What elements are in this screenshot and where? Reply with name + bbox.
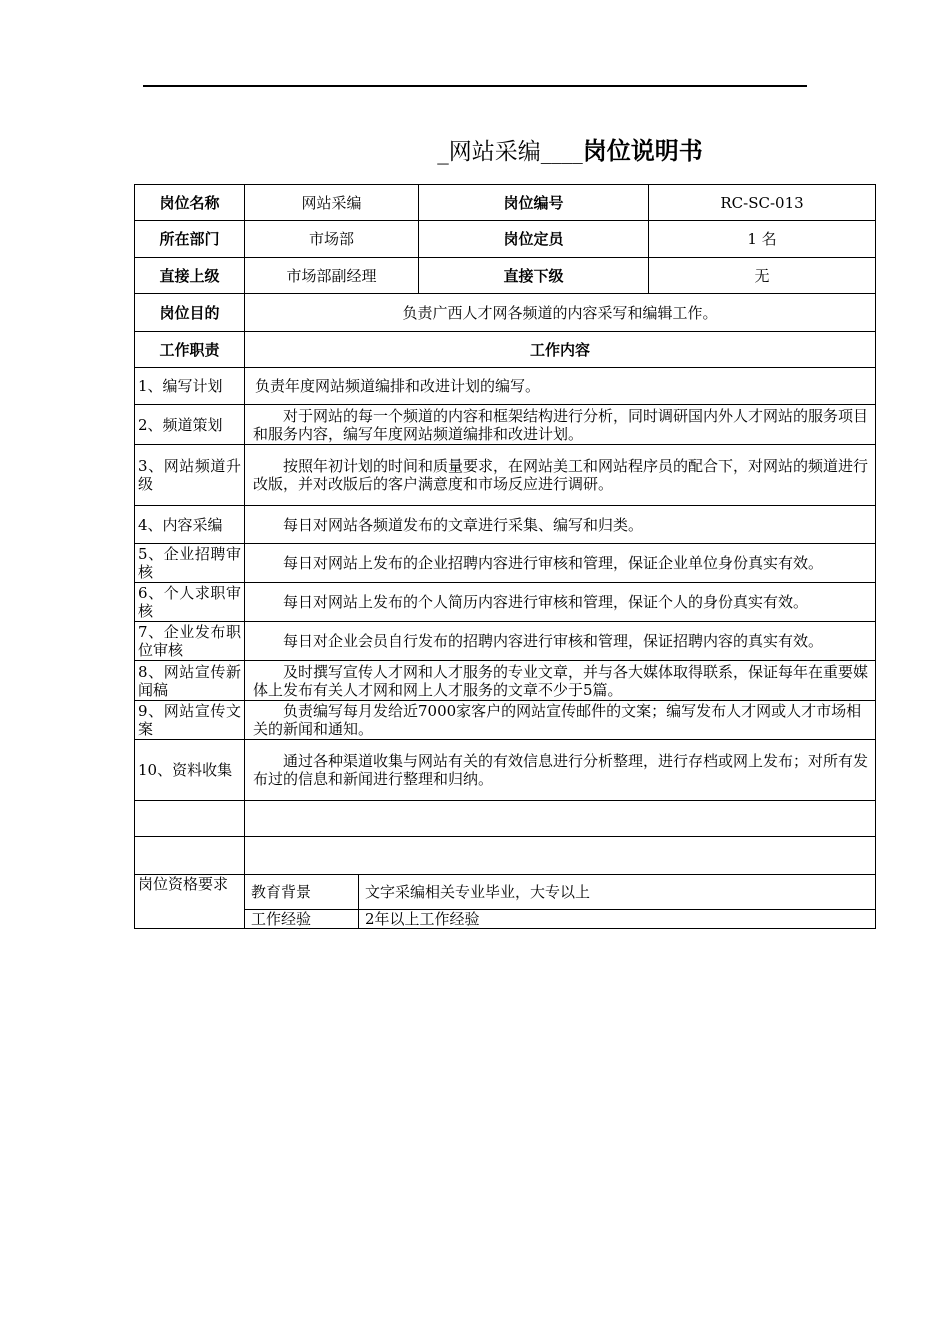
table-row bbox=[135, 544, 876, 583]
qualification-label: 岗位资格要求 bbox=[135, 875, 245, 929]
content-cell: 负责编写每月发给近7000家客户的网站宣传邮件的文案；编写发布人才网或人才市场相关的新闻和通知。 bbox=[245, 701, 876, 740]
table-row bbox=[135, 583, 876, 622]
content-header: 工作内容 bbox=[245, 332, 876, 368]
qualification-name: 教育背景 bbox=[245, 875, 359, 910]
empty-cell bbox=[245, 837, 876, 875]
qualification-name: 工作经验 bbox=[245, 910, 359, 929]
table-row bbox=[135, 258, 876, 294]
title-suffix: 岗位说明书 bbox=[582, 137, 703, 165]
content-cell: 每日对网站各频道发布的文章进行采集、编写和归类。 bbox=[245, 506, 876, 544]
header-rule bbox=[143, 85, 807, 87]
content-cell: 按照年初计划的时间和质量要求，在网站美工和网站程序员的配合下，对网站的频道进行改版，并对改版后的客户满意度和市场反应进行调研。 bbox=[245, 445, 876, 506]
duty-cell: 10、资料收集 bbox=[135, 740, 245, 801]
empty-cell bbox=[135, 801, 245, 837]
duty-cell: 1、编写计划 bbox=[135, 368, 245, 405]
title-blank: ____ bbox=[540, 140, 583, 164]
job-description-table bbox=[134, 184, 876, 929]
table-row bbox=[135, 801, 876, 837]
superior-label: 直接上级 bbox=[135, 258, 245, 294]
duty-cell: 6、个人求职审核 bbox=[135, 583, 245, 622]
table-row bbox=[135, 368, 876, 405]
department-value: 市场部 bbox=[245, 221, 419, 258]
table-row bbox=[135, 294, 876, 332]
qualification-value: 2年以上工作经验 bbox=[359, 910, 876, 929]
superior-value: 市场部副经理 bbox=[245, 258, 419, 294]
position-name-label: 岗位名称 bbox=[135, 185, 245, 221]
content-cell: 通过各种渠道收集与网站有关的有效信息进行分析整理，进行存档或网上发布；对所有发布过的信息和新闻进行整理和归纳。 bbox=[245, 740, 876, 801]
duty-cell: 3、网站频道升级 bbox=[135, 445, 245, 506]
table-row bbox=[135, 622, 876, 661]
headcount-label: 岗位定员 bbox=[419, 221, 649, 258]
duty-header: 工作职责 bbox=[135, 332, 245, 368]
subordinate-label: 直接下级 bbox=[419, 258, 649, 294]
empty-cell bbox=[245, 801, 876, 837]
duty-cell: 2、频道策划 bbox=[135, 405, 245, 445]
position-code-value: RC-SC-013 bbox=[649, 185, 876, 221]
duty-cell: 8、网站宣传新闻稿 bbox=[135, 661, 245, 701]
department-label: 所在部门 bbox=[135, 221, 245, 258]
title-position-name: 网站采编 bbox=[448, 139, 541, 165]
duty-cell: 9、网站宣传文案 bbox=[135, 701, 245, 740]
empty-cell bbox=[135, 837, 245, 875]
duty-cell: 7、企业发布职位审核 bbox=[135, 622, 245, 661]
table-row bbox=[135, 701, 876, 740]
table-row bbox=[135, 405, 876, 445]
page-title bbox=[0, 134, 950, 169]
content-cell: 每日对网站上发布的个人简历内容进行审核和管理，保证个人的身份真实有效。 bbox=[245, 583, 876, 622]
table-row bbox=[135, 506, 876, 544]
table-row bbox=[135, 875, 876, 910]
purpose-value: 负责广西人才网各频道的内容采写和编辑工作。 bbox=[245, 294, 876, 332]
content-cell: 对于网站的每一个频道的内容和框架结构进行分析，同时调研国内外人才网站的服务项目和服务内容，编写年度网站频道编排和改进计划。 bbox=[245, 405, 876, 445]
purpose-label: 岗位目的 bbox=[135, 294, 245, 332]
position-code-label: 岗位编号 bbox=[419, 185, 649, 221]
content-cell: 每日对网站上发布的企业招聘内容进行审核和管理，保证企业单位身份真实有效。 bbox=[245, 544, 876, 583]
duty-cell: 4、内容采编 bbox=[135, 506, 245, 544]
content-cell: 及时撰写宣传人才网和人才服务的专业文章，并与各大媒体取得联系，保证每年在重要媒体上发布有关人才网和网上人才服务的文章不少于5篇。 bbox=[245, 661, 876, 701]
table-row bbox=[135, 910, 876, 929]
position-name-value: 网站采编 bbox=[245, 185, 419, 221]
table-row bbox=[135, 221, 876, 258]
qualification-value: 文字采编相关专业毕业，大专以上 bbox=[359, 875, 876, 910]
table-row bbox=[135, 740, 876, 801]
title-prefix: _ bbox=[437, 139, 449, 165]
subordinate-value: 无 bbox=[649, 258, 876, 294]
table-row bbox=[135, 837, 876, 875]
duty-cell: 5、企业招聘审核 bbox=[135, 544, 245, 583]
headcount-value: 1 名 bbox=[649, 221, 876, 258]
content-cell: 负责年度网站频道编排和改进计划的编写。 bbox=[245, 368, 876, 405]
table-row bbox=[135, 445, 876, 506]
table-row bbox=[135, 332, 876, 368]
content-cell: 每日对企业会员自行发布的招聘内容进行审核和管理，保证招聘内容的真实有效。 bbox=[245, 622, 876, 661]
table-row bbox=[135, 185, 876, 221]
table-row bbox=[135, 661, 876, 701]
